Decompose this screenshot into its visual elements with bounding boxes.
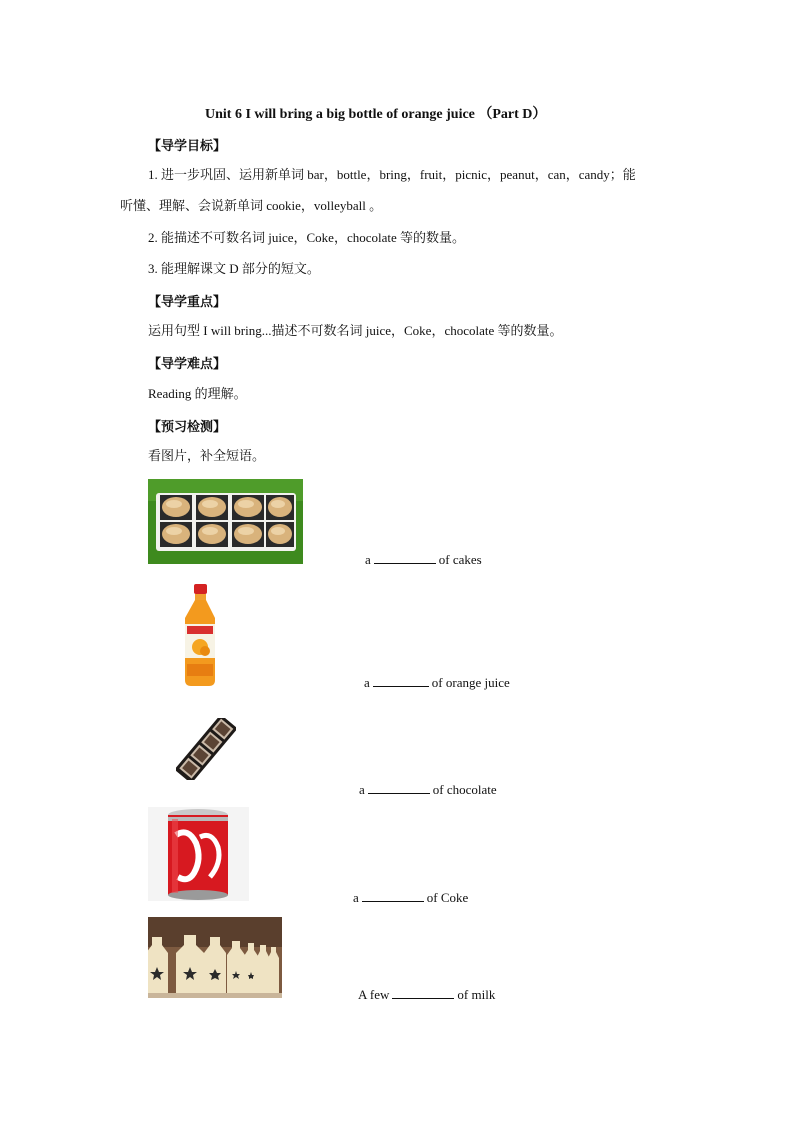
exercise-4-prefix: a — [353, 890, 359, 905]
coke-can-photo — [148, 807, 249, 901]
document-title: Unit 6 I will bring a big bottle of orange juice （Part D） — [205, 107, 547, 122]
focus-heading: 【导学重点】 — [148, 294, 227, 309]
difficulty-text: Reading 的理解。 — [148, 386, 247, 401]
difficulty-heading: 【导学难点】 — [148, 356, 227, 371]
exercise-5-blank[interactable] — [392, 986, 454, 999]
objective-2: 2. 能描述不可数名词 juice，Coke，chocolate 等的数量。 — [148, 230, 466, 245]
exercise-2-prefix: a — [364, 675, 370, 690]
exercise-1-prefix: a — [365, 552, 371, 567]
exercise-3-blank[interactable] — [368, 781, 430, 794]
exercise-2-suffix: of orange juice — [431, 675, 510, 690]
milk-bottles-photo — [148, 917, 282, 998]
exercise-4 — [353, 889, 468, 906]
chocolate-bar-photo — [176, 718, 236, 780]
orange-juice-bottle-photo — [175, 584, 225, 687]
box-of-cakes-photo — [148, 479, 303, 564]
exercise-5 — [358, 986, 495, 1003]
exercise-2 — [364, 674, 510, 691]
exercise-3 — [359, 781, 497, 798]
exercise-5-prefix: A few — [358, 987, 390, 1002]
objective-3: 3. 能理解课文 D 部分的短文。 — [148, 261, 320, 276]
exercise-3-prefix: a — [359, 782, 365, 797]
objective-1-line1: 1. 进一步巩固、运用新单词 bar，bottle，bring，fruit，picnic，peanut，can，candy；能 — [148, 167, 636, 182]
exercise-4-suffix: of Coke — [426, 890, 469, 905]
exercise-1 — [365, 551, 482, 568]
exercise-5-suffix: of milk — [457, 987, 496, 1002]
exercise-3-suffix: of chocolate — [432, 782, 497, 797]
preview-instruction: 看图片，补全短语。 — [148, 448, 266, 463]
exercise-4-blank[interactable] — [362, 889, 424, 902]
exercise-1-suffix: of cakes — [438, 552, 482, 567]
objective-1-line2: 听懂、理解、会说新单词 cookie，volleyball 。 — [120, 198, 383, 213]
objectives-heading: 【导学目标】 — [148, 138, 227, 153]
preview-heading: 【预习检测】 — [148, 419, 227, 434]
exercise-2-blank[interactable] — [373, 674, 429, 687]
focus-text: 运用句型 I will bring...描述不可数名词 juice，Coke，chocolate 等的数量。 — [148, 323, 563, 338]
exercise-1-blank[interactable] — [374, 551, 436, 564]
